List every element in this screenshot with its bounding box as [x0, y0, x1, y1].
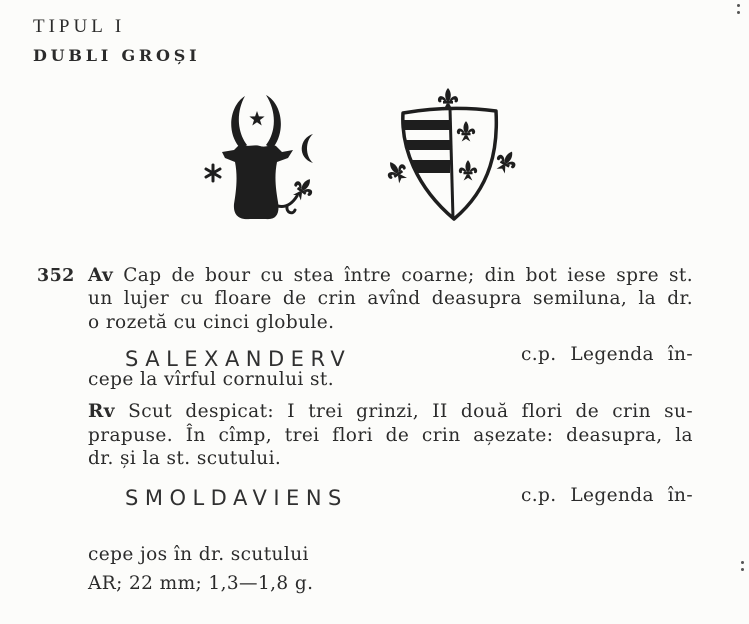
reverse-line-2: prapuse. În cîmp, trei flori de crin așezate: deasupra, la: [88, 425, 693, 446]
obverse-legend-note: c.p. Legenda în-: [521, 344, 693, 365]
star-icon: [249, 111, 264, 126]
reverse-legend-note: c.p. Legenda în-: [521, 485, 693, 506]
reverse-text: Scut despicat: I trei grinzi, II două flori de crin su-: [128, 401, 693, 422]
obverse-line-1: [88, 264, 693, 287]
denomination-heading: DUBLI GROȘI: [33, 46, 201, 65]
obverse-text: Cap de bour cu stea între coarne; din bot iese spre st.: [123, 265, 693, 286]
scan-speck: [737, 11, 740, 14]
type-heading: TIPUL I: [33, 16, 126, 37]
obverse-label: Av: [88, 265, 114, 286]
reverse-illustration: [382, 85, 522, 227]
catalog-number: 352: [37, 266, 75, 286]
reverse-label: Rv: [88, 401, 115, 422]
obverse-legend: SALEXANDERV: [125, 347, 352, 371]
scan-speck: [737, 4, 740, 7]
reverse-line-1: [88, 400, 693, 423]
obverse-line-2: un lujer cu floare de crin avînd deasupra semiluna, la dr.: [88, 288, 693, 309]
left-horn-icon: [231, 96, 247, 149]
reverse-line-3: dr. și la st. scutului.: [88, 448, 282, 469]
coin-specs: AR; 22 mm; 1,3—1,8 g.: [88, 573, 314, 594]
reverse-legend-note-cont: cepe jos în dr. scutului: [88, 544, 309, 565]
scan-speck: [741, 568, 744, 571]
obverse-illustration: [200, 92, 325, 227]
fleur-stem: [278, 196, 297, 213]
fleur-de-lis-icon: [382, 156, 411, 186]
right-horn-icon: [266, 95, 281, 149]
reverse-legend: SMOLDAVIENS: [125, 486, 348, 510]
scan-speck: [741, 561, 744, 564]
fleur-de-lis-icon: [492, 147, 521, 177]
obverse-legend-note-cont: cepe la vîrful cornului st.: [88, 369, 334, 390]
rosette-icon: [206, 165, 220, 181]
crescent-moon-icon: [302, 134, 313, 163]
obverse-line-3: o rozetă cu cinci globule.: [88, 312, 335, 333]
